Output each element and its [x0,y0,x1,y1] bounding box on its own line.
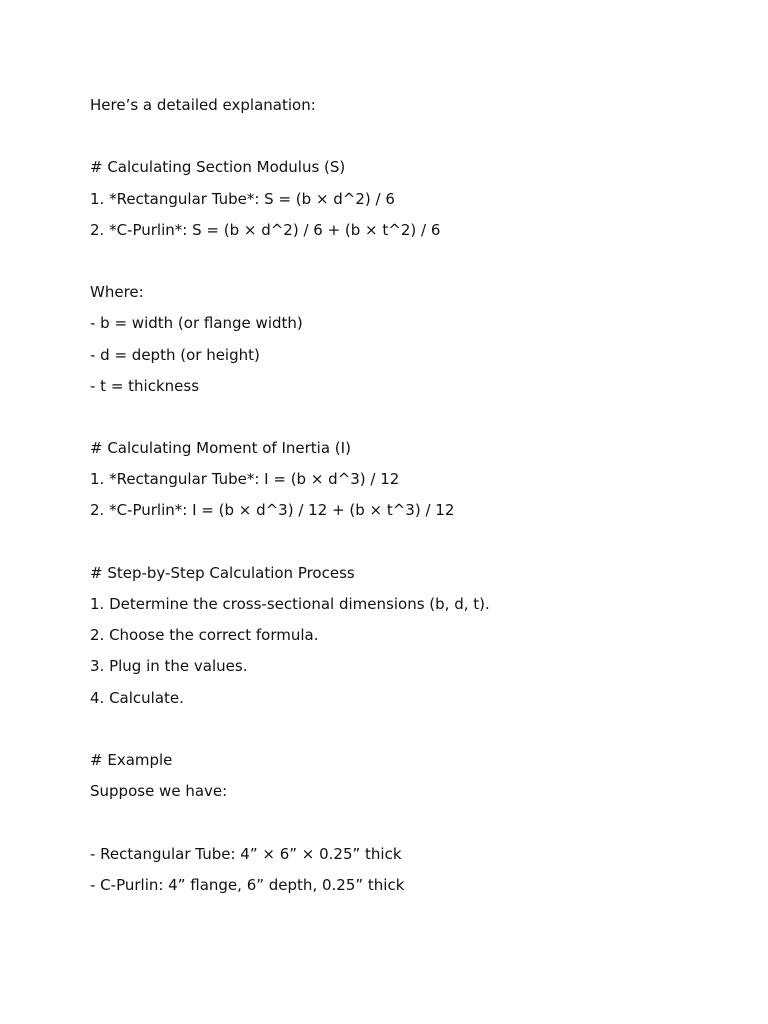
spacer [90,402,730,433]
where-label: Where: [90,283,144,302]
moment-of-inertia-item: 1. *Rectangular Tube*: I = (b × d^3) / 12 [90,470,400,489]
intro-text: Here’s a detailed explanation: [90,96,316,114]
process-step: 3. Plug in the values. [90,657,248,676]
example-item: - Rectangular Tube: 4” × 6” × 0.25” thick [90,844,402,863]
spacer [90,527,730,558]
spacer [90,121,730,152]
process-step: 4. Calculate. [90,688,184,707]
section-modulus-item: 1. *Rectangular Tube*: S = (b × d^2) / 6 [90,189,395,208]
process-step: 1. Determine the cross-sectional dimensions (b, d, t). [90,595,490,613]
where-item: - t = thickness [90,376,200,395]
moment-of-inertia-item: 2. *C-Purlin*: I = (b × d^3) / 12 + (b × t^3) / 12 [90,501,455,520]
example-heading: # Example [90,750,173,769]
spacer [90,714,730,745]
section-modulus-heading: # Calculating Section Modulus (S) [90,158,346,177]
document-body [90,90,730,901]
where-item: - d = depth (or height) [90,345,260,364]
example-intro: Suppose we have: [90,782,228,801]
example-item: - C-Purlin: 4” flange, 6” depth, 0.25” thick [90,875,405,894]
section-modulus-item: 2. *C-Purlin*: S = (b × d^2) / 6 + (b × t^2) / 6 [90,220,441,239]
spacer [90,807,730,838]
spacer [90,246,730,277]
process-step: 2. Choose the correct formula. [90,626,319,645]
where-item: - b = width (or flange width) [90,314,303,333]
moment-of-inertia-heading: # Calculating Moment of Inertia (I) [90,439,351,458]
process-heading: # Step-by-Step Calculation Process [90,563,355,582]
